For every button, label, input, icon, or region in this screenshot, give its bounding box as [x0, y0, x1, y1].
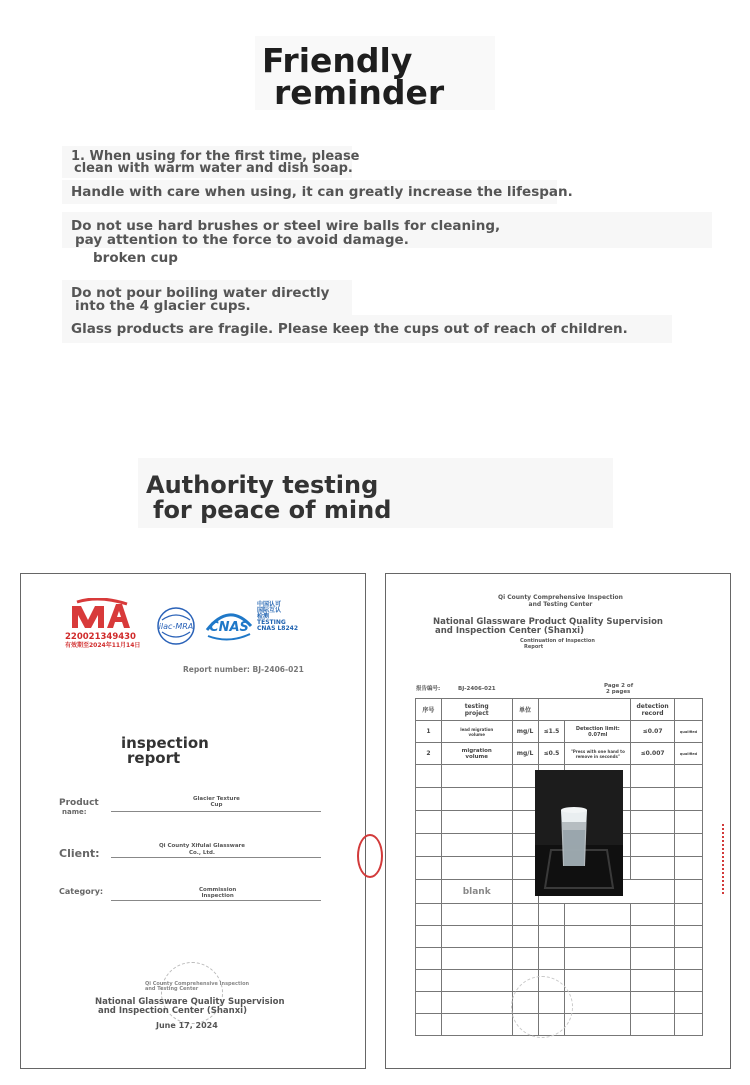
reminder-title-line2: reminder — [274, 73, 445, 112]
cont-sub-line1: Continuation of Inspection — [520, 638, 595, 644]
category-value — [199, 887, 236, 899]
faint-seal-stamp — [511, 976, 573, 1038]
cnas-text-block — [257, 602, 298, 632]
row1-result: ≤0.07 — [631, 721, 675, 743]
client-underline — [111, 857, 321, 858]
client-value-line2: Co., Ltd. — [188, 850, 216, 856]
cont-page-line2: 2 pages — [606, 689, 631, 695]
col-standard — [538, 699, 631, 721]
seal-line2: and Testing Center — [145, 986, 199, 992]
seal-text — [145, 982, 249, 992]
client-value — [159, 843, 245, 857]
table-row — [416, 743, 703, 765]
row2-judge: qualified — [675, 743, 703, 765]
seal-line1: Qi County Comprehensive Inspection — [145, 981, 250, 987]
red-seal-edge — [357, 834, 383, 878]
tip3-line2: pay attention to the force to avoid damage. — [75, 232, 409, 248]
issuer-line2: and Inspection Center (Shanxi) — [98, 1006, 247, 1016]
tip1-line2: clean with warm water and dish soap. — [74, 161, 353, 176]
table-row — [416, 721, 703, 743]
row2-result: ≤0.007 — [631, 743, 675, 765]
row1-limit: ≤1.5 — [538, 721, 565, 743]
authority-title-line2: for peace of mind — [153, 496, 392, 524]
tip2: Handle with care when using, it can greatly increase the lifespan. — [71, 184, 573, 200]
cont-center-line2: and Inspection Center (Shanxi) — [435, 626, 584, 636]
category-value-line2: Inspection — [201, 893, 234, 899]
table-row — [416, 948, 703, 970]
blank-en: blank — [441, 880, 512, 904]
cont-page — [604, 683, 633, 695]
product-photo — [535, 770, 623, 896]
row1-unit: mg/L — [512, 721, 538, 743]
cma-validity: 有效期至2024年11月14日 — [65, 642, 141, 649]
product-value-line1: Glacier Texture — [193, 796, 240, 802]
client-value-line1: Qi County Xifulai Glassware — [159, 843, 245, 849]
table-header-row — [416, 699, 703, 721]
category-label: Category: — [59, 887, 104, 896]
product-value-line2: Cup — [210, 802, 223, 808]
category-value-line1: Commission — [199, 887, 237, 893]
red-seal-edge — [722, 824, 732, 894]
row2-note: "Press with one hand to remove in seconds" — [565, 743, 631, 765]
cnas-cn3: 检测 — [257, 613, 270, 620]
col-judge — [675, 699, 703, 721]
category-underline — [111, 900, 321, 901]
product-label-line1: Product — [59, 798, 99, 808]
cma-logo-icon — [69, 598, 131, 634]
col-unit: 单位 — [512, 699, 538, 721]
cont-header-line1: Qi County Comprehensive Inspection — [498, 594, 623, 601]
product-underline — [111, 811, 321, 812]
cont-sub — [520, 638, 595, 650]
tip4-line2: into the 4 glacier cups. — [75, 298, 251, 314]
client-label: Client: — [59, 847, 100, 860]
cnas-testing: TESTING — [257, 619, 286, 626]
cont-report-no-label: 报告编号: — [416, 686, 441, 692]
svg-text:ilac-MRA: ilac-MRA — [158, 622, 194, 631]
cont-center-line1: National Glassware Product Quality Supervision — [433, 617, 663, 627]
cnas-logo-icon — [204, 604, 254, 644]
inspection-report-cover — [20, 573, 366, 1069]
tip3-line3: broken cup — [93, 250, 178, 266]
ilac-mra-logo-icon — [156, 606, 196, 646]
tip3-line1: Do not use hard brushes or steel wire balls for cleaning, — [71, 218, 501, 234]
cont-sub-line2: Report — [524, 644, 544, 650]
cnas-code: CNAS L8242 — [257, 625, 299, 632]
tip4-line1: Do not pour boiling water directly — [71, 285, 330, 301]
row1-note: Detection limit: 0.07ml — [565, 721, 631, 743]
product-label-line2: name: — [62, 808, 87, 816]
row2-limit: ≤0.5 — [538, 743, 565, 765]
reminder-title-line1: Friendly — [262, 41, 413, 80]
authority-title-line1: Authority testing — [146, 471, 379, 499]
cover-date: June 17, 2024 — [156, 1021, 218, 1030]
report-number: Report number: BJ-2406-021 — [183, 665, 304, 674]
tip5: Glass products are fragile. Please keep the cups out of reach of children. — [71, 321, 628, 337]
product-label — [59, 799, 99, 817]
row1-judge: qualified — [675, 721, 703, 743]
cnas-cn1: 中国认可 — [257, 601, 282, 608]
svg-text:CNAS: CNAS — [209, 620, 249, 635]
cover-title-line2: report — [127, 749, 181, 767]
row2-project: migration volume — [441, 743, 512, 765]
table-row — [416, 926, 703, 948]
cnas-cn2: 国际互认 — [257, 607, 282, 614]
row1-no: 1 — [416, 721, 442, 743]
cont-header — [498, 594, 623, 608]
row2-unit: mg/L — [512, 743, 538, 765]
cma-number: 220021349430 — [65, 632, 136, 642]
issuer-line1: National Glassware Quality Supervision — [95, 997, 285, 1007]
cover-title-line1: inspection — [121, 734, 209, 752]
col-project: testing project — [441, 699, 512, 721]
cont-report-no: BJ-2406-021 — [458, 686, 496, 692]
row1-project: lead migration volume — [441, 721, 512, 743]
row2-no: 2 — [416, 743, 442, 765]
inspection-report-continuation — [385, 573, 731, 1069]
tip1-line1: 1. When using for the first time, please — [71, 149, 360, 164]
product-value — [193, 796, 240, 808]
cont-header-line2: and Testing Center — [528, 601, 593, 608]
col-no: 序号 — [416, 699, 442, 721]
col-detection: detection record — [631, 699, 675, 721]
table-row — [416, 904, 703, 926]
cont-page-line1: Page 2 of — [604, 683, 634, 689]
